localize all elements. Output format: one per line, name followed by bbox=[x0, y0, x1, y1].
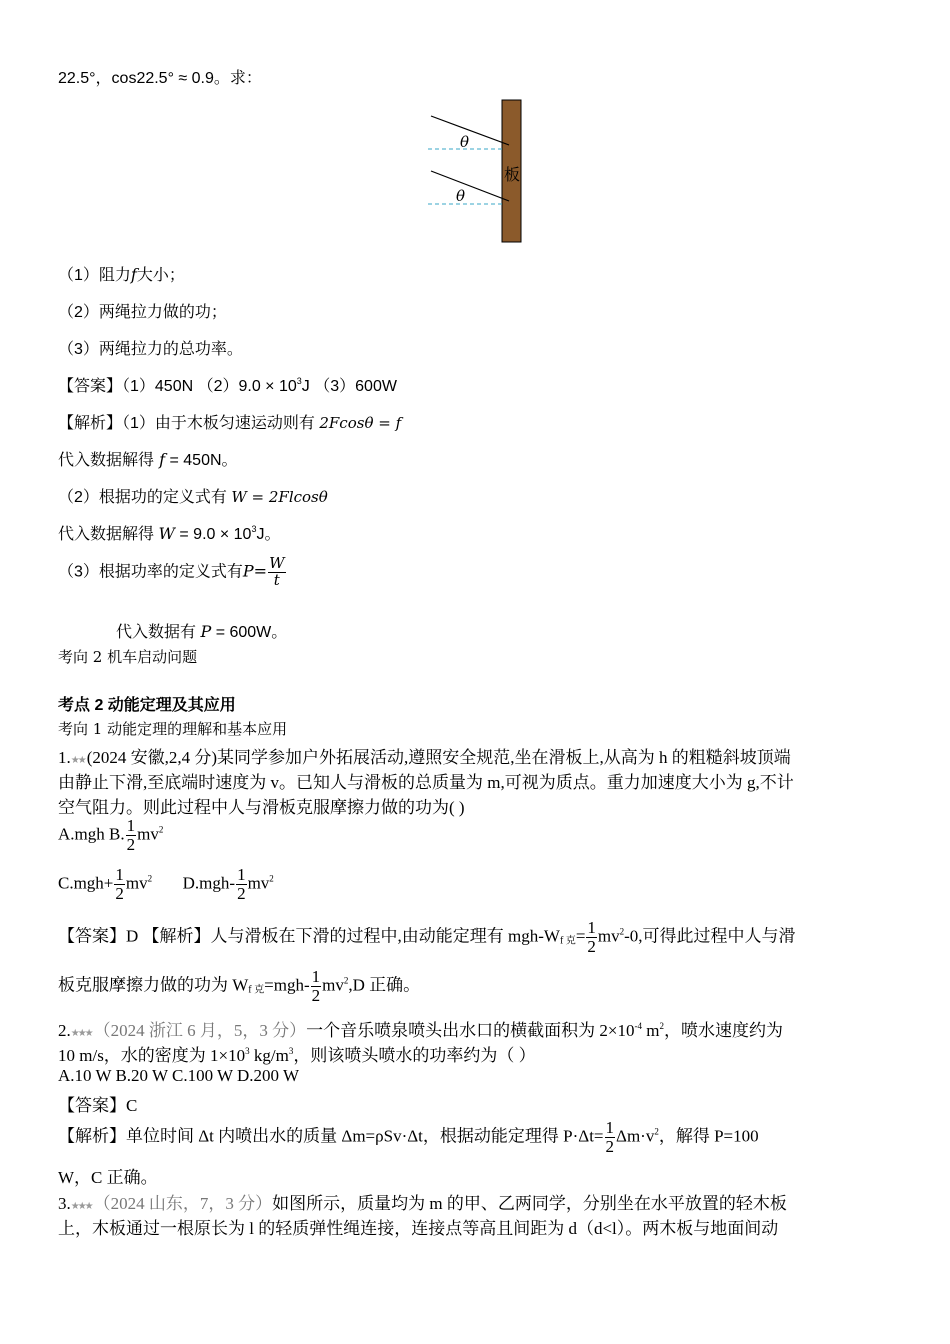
difficulty-stars-icon-3: ★★★ bbox=[70, 1201, 92, 1212]
problem-2-options: A.10 W B.20 W C.100 W D.200 W bbox=[58, 1066, 300, 1085]
question-1: （1）阻力f大小； bbox=[58, 265, 185, 284]
question-2: （2）两绳拉力做的功； bbox=[58, 304, 227, 321]
problem-1-options-cd: C.mgh+ $\frac{1}{2}$ $mv^2$ D.mgh- $\frac{1}{2}$ $mv^2$ bbox=[58, 865, 274, 903]
section-kaoxiang-2: 考向 2 机车启动问题 bbox=[58, 648, 198, 666]
answer-line: 【答案】（1）450N $(2)9.0 \times 10^3J$ （3）600W bbox=[58, 376, 397, 395]
problem-3-line-1: 3.★★★ （2024 山东，7，3 分）如图所示，质量均为 m 的甲、乙两同学，分别坐在水平放置的轻木板 bbox=[58, 1194, 787, 1213]
analysis-line-2: 代入数据解得 f = 450N。 bbox=[58, 450, 238, 469]
analysis-line-3: （2）根据功的定义式有 W = 2Flcosθ bbox=[58, 488, 328, 506]
problem-1-answer-line-2: 板克服摩擦力做的功为 $W_{f 克}=mgh-$ $\frac{1}{2}$ $mv^2,D$ 正确。 bbox=[58, 967, 421, 1005]
problem-2-line-1: 2.★★★ （2024 浙江 6 月，5，3 分）一个音乐喷泉喷头出水口的横截面积为 $2\times 10^{-4}$ $m^2$，喷水速度约为 bbox=[58, 1021, 783, 1040]
analysis-line-5: （3）根据功率的定义式有P= $\frac{W}{t}$ bbox=[58, 554, 285, 589]
analysis-line-6: 代入数据有 P = 600W。 bbox=[116, 622, 288, 641]
problem-2-analysis-line-2: W，C 正确。 bbox=[58, 1168, 158, 1187]
problem-2-analysis-line-1: 【解析】单位时间 Δt 内喷出水的质量 Δm=ρSv·Δt，根据动能定理得 P·Δt= $\frac{1}{2}$ $\Delta m\cdot v^2$，解得 P=100 bbox=[58, 1118, 759, 1156]
board-figure bbox=[420, 98, 530, 244]
problem-1-line-2: 由静止下滑,至底端时速度为 v。已知人与滑板的总质量为 m,可视为质点。重力加速度大小为 g,不计 bbox=[58, 773, 794, 792]
problem-1-options-ab: A.mgh B. $\frac{1}{2}$ $mv^2$ bbox=[58, 816, 164, 854]
theta-label-2: θ bbox=[456, 187, 466, 205]
board-label: 板 bbox=[504, 165, 521, 184]
analysis-line-1: 【解析】（1）由于木板匀速运动则有 2Fcosθ = f bbox=[58, 414, 402, 432]
problem-1-line-3: 空气阻力。则此过程中人与滑板克服摩擦力做的功为( ) bbox=[58, 798, 465, 817]
intro-line: 22.5°，cos22.5° ≈ 0.9。求： bbox=[58, 70, 262, 87]
problem-2-answer: 【答案】C bbox=[58, 1096, 138, 1115]
problem-2-line-2: 10 m/s，水的密度为 $1\times 10^3$ $kg/m^3$，则该喷头喷水的功率约为（ ） bbox=[58, 1046, 536, 1065]
rope-lower bbox=[431, 171, 509, 201]
section-kaoxiang-1: 考向 1 动能定理的理解和基本应用 bbox=[58, 720, 288, 738]
problem-1-line-1: 1.★★ (2024 安徽,2,4 分)某同学参加户外拓展活动,遵照安全规范,坐在滑板上,从高为 h 的粗糙斜坡顶端 bbox=[58, 748, 791, 767]
analysis-line-4: 代入数据解得 $W = 9.0 \times 10^3J$。 bbox=[58, 524, 281, 543]
question-3: （3）两绳拉力的总功率。 bbox=[58, 341, 243, 358]
problem-3-line-2: 上，木板通过一根原长为 l 的轻质弹性绳连接，连接点等高且间距为 d（d<l）。两木板与地面间动 bbox=[58, 1219, 779, 1238]
difficulty-stars-icon: ★★ bbox=[70, 755, 85, 766]
rope-upper bbox=[431, 116, 509, 145]
problem-1-answer-line-1: 【答案】D 【解析】人与滑板在下滑的过程中,由动能定理有 mgh-$W_{f 克}=$ $\frac{1}{2}$ $mv^2-0$,可得此过程中人与滑 bbox=[58, 918, 796, 956]
section-kaodian-2: 考点 2 动能定理及其应用 bbox=[58, 697, 236, 714]
difficulty-stars-icon-2: ★★★ bbox=[70, 1028, 92, 1039]
theta-label-1: θ bbox=[460, 133, 470, 151]
